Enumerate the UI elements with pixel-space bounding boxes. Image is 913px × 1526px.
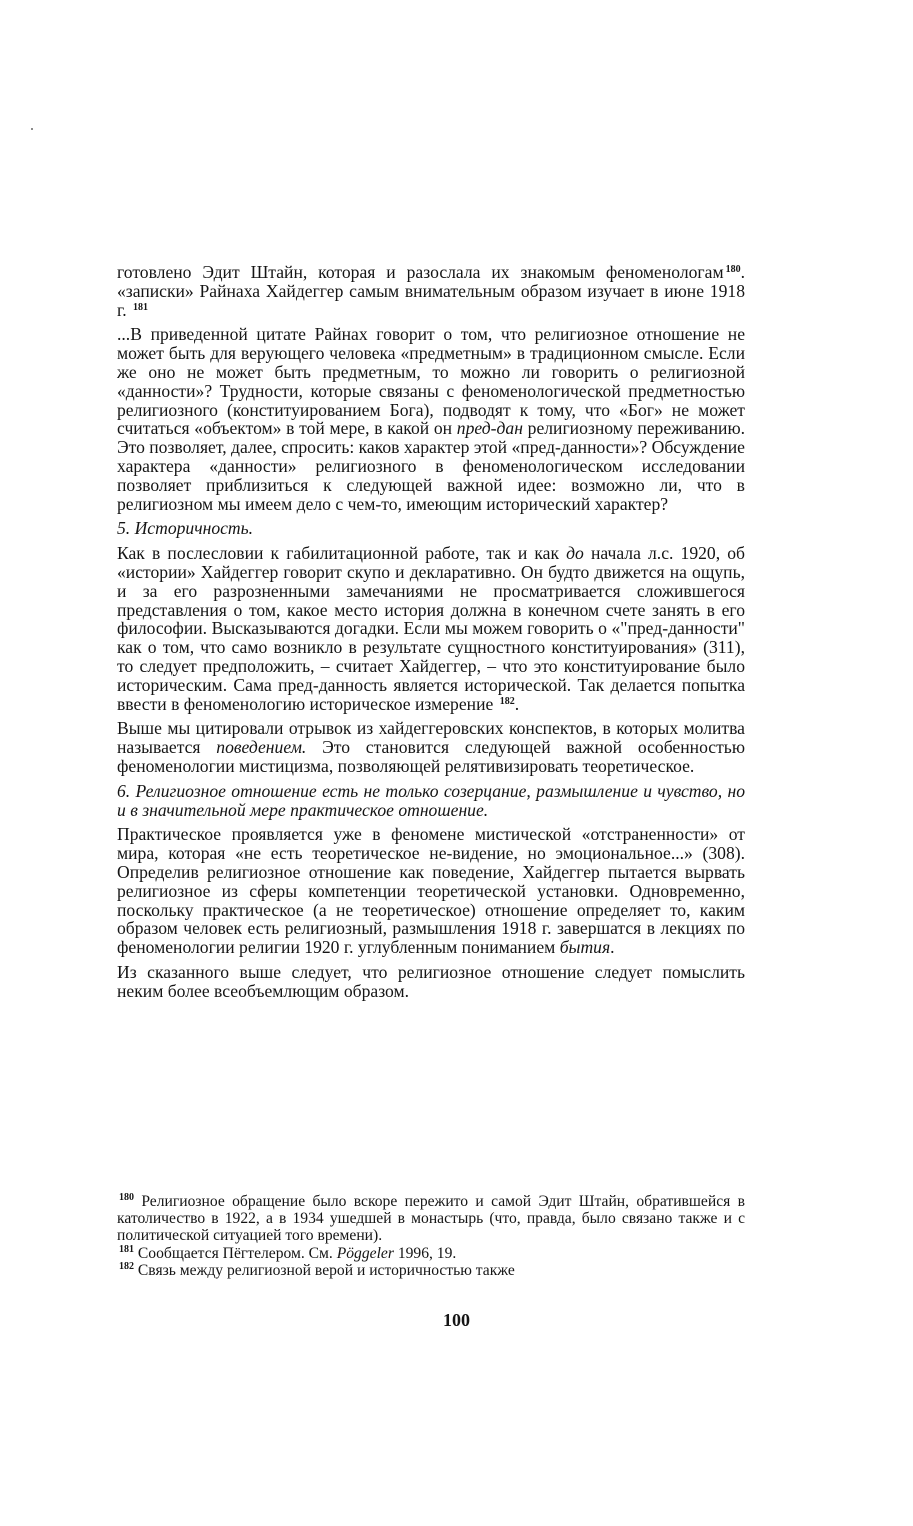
main-text xyxy=(117,263,745,1006)
footnote-180: $^{180}$ Религиозное обращение было вскоре пережито и самой Эдит Штайн, обратившейся в католичество в 1922, а в 1934 ушедшей в монастырь (что, правда, было связано также и с политической ситуацией того времени). xyxy=(117,1192,745,1245)
paragraph-conclusion: Из сказанного выше следует, что религиозное отношение следует помыслить неким более всеобъемлющим образом. xyxy=(117,961,745,1001)
paragraph-prayer: Выше мы цитировали отрывок из хайдеггеровских конспектов, в которых молитва называется поведением. Это становится следующей важной особенностью феноменологии мистицизма, позволяющей релятивизировать теоретическое. xyxy=(117,718,745,776)
paragraph-religious-relation: ...В приведенной цитате Райнах говорит о том, что религиозное отношение не может быть для верующего человека «предметным» в традиционном смысле. Если же оно не может быть предметным, то можно ли говорить о религиозной «данности»? Трудности, которые связаны с феноменологической предметностью религиозного (конституированием Бога), подводят к тому, что «Бог» не может считаться «объектом» в той мере, в какой он пред-дан религиозному переживанию. Это позволяет, далее, спросить: каков характер этой «пред-данности»? Обсуждение характера «данности» религиозного в феноменологическом исследовании позволяет приблизиться к следующей важной идее: возможно ли, что в религиозном мы имеем дело с чем-то, имеющим исторический характер? xyxy=(117,324,745,514)
footnote-ref-182[interactable]: 182 xyxy=(499,695,515,707)
continuation-paragraph: готовлено Эдит Штайн, которая и разослала их знакомым феноменологам $^{180}$. «записки» Райнаха Хайдеггер самым внимательным образом изучает в июне 1918 г. $^{181}$ xyxy=(117,262,745,320)
heading-practical: 6. Религиозное отношение есть не только созерцание, размышление и чувство, но и в значительной мере практическое отношение. xyxy=(117,780,745,820)
footnotes xyxy=(117,1193,745,1279)
page-number: 100 xyxy=(443,1310,470,1330)
footnote-181: $^{181}$ Сообщается Пёгтелером. См. Pöggeler 1996, 19. xyxy=(119,1243,457,1262)
footnote-ref-181[interactable]: 181 xyxy=(133,301,149,313)
paragraph-history: Как в послесловии к габилитационной работе, так и как до начала л.с. 1920, об «истории» Хайдеггер говорит скупо и декларативно. Он будто движется на ощупь, и за его разрозненными замечаниями не просматривается сложившегося представления о том, какое место история должна в конечном счете занять в его философии. Высказываются догадки. Если мы можем говорить о «"пред-данности" как о том, что само возникло в результате сущностного конституирования» (311), то следует предположить, – считает Хайдеггер, – что это конституирование было историческим. Сама пред-данность является исторической. Так делается попытка ввести в феноменологию историческое измерение $^{182}$. xyxy=(117,543,745,714)
heading-historicity: 5. Историчность. xyxy=(117,518,254,539)
paragraph-practical: Практическое проявляется уже в феномене мистической «отстраненности» от мира, которая «не есть теоретическое не-видение, но эмоциональное...» (308). Определив религиозное отношение как поведение, Хайдеггер пытается вырвать религиозное из сферы компетенции теоретической установки. Одновременно, поскольку практическое (а не теоретическое) отношение определяет то, каким образом человек есть религиозный, размышления 1918 г. завершатся в лекциях по феноменологии религии 1920 г. углубленным пониманием бытия. xyxy=(117,824,745,958)
scan-speck xyxy=(31,128,33,130)
footnote-ref-180[interactable]: 180 xyxy=(725,264,741,275)
footnote-182: $^{182}$ Связь между религиозной верой и историчностью также xyxy=(119,1260,515,1279)
